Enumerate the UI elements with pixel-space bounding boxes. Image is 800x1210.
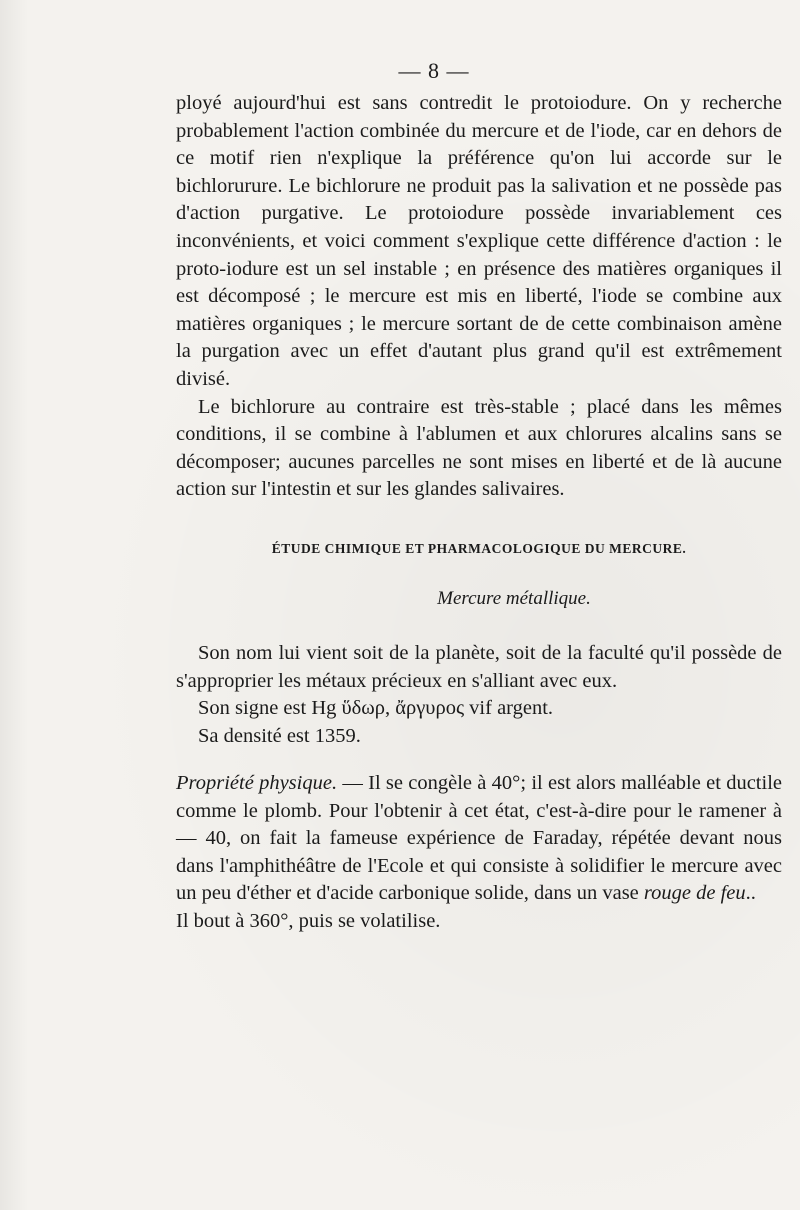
body-text-block-2: [176, 640, 782, 750]
paragraph-physical-property: [176, 770, 782, 908]
paragraph-bichlorure: Le bichlorure au contraire est très-stable ; placé dans les mêmes conditions, il se combine à l'ablumen et aux chlorures alcalins sans se décomposer; aucunes parcelles ne sont mises en liberté et de là aucune action sur l'intestin et sur les glandes salivaires.: [176, 395, 782, 501]
paragraph-name-origin: Son nom lui vient soit de la planète, soit de la faculté qu'il possède de s'approprier les métaux précieux en s'alliant avec eux.: [176, 642, 782, 692]
paragraph-protoiodure: ployé aujourd'hui est sans contredit le protoiodure. On y recherche probablement l'action combinée du mercure et de l'iode, car en dehors de ce motif rien n'explique la préférence qu'on lui accorde sur le bichlorurure. Le bichlorure ne produit pas la salivation et ne possède pas d'action purgative. Le protoiodure possède invariablement ces inconvénients, et voici comment s'explique cette différence d'action : le proto-iodure est un sel instable ; en présence des matières organiques il est décomposé ; le mercure est mis en liberté, l'iode se combine aux matières organiques ; le mercure sortant de de cette combinaison amène la purgation avec un effet d'autant plus grand qu'il est extrêmement divisé.: [176, 92, 782, 390]
paragraph-density: Sa densité est 1359.: [198, 724, 361, 747]
body-text-block-1: [176, 90, 782, 504]
sub-heading: Mercure métallique.: [437, 588, 591, 609]
physical-property-italic: rouge de feu: [643, 882, 746, 905]
physical-property-text: — Il se congèle à 40°; il est alors malléable et ductile comme le plomb. Pour l'obtenir à cet état, c'est-à-dire pour le ramener à — 40, on fait la fameuse expérience de Faraday, répétée devant nous dans l'amphithéâtre de l'Ecole et qui consiste à solidifier le mercure avec un peu d'éther et d'acide carbonique solide, dans un vase: [176, 772, 782, 905]
section-heading: ÉTUDE CHIMIQUE ET PHARMACOLOGIQUE DU MERCURE.: [271, 540, 687, 557]
page-number: — 8 —: [398, 58, 470, 83]
physical-property-label: Propriété physique.: [176, 772, 338, 794]
paragraph-sign: Son signe est Hg ὕδωρ, ἄργυρος vif argent.: [198, 697, 554, 720]
body-text-block-3: [176, 770, 782, 936]
physical-property-end: ..: [745, 882, 756, 905]
paragraph-boiling: Il bout à 360°, puis se volatilise.: [176, 909, 441, 932]
